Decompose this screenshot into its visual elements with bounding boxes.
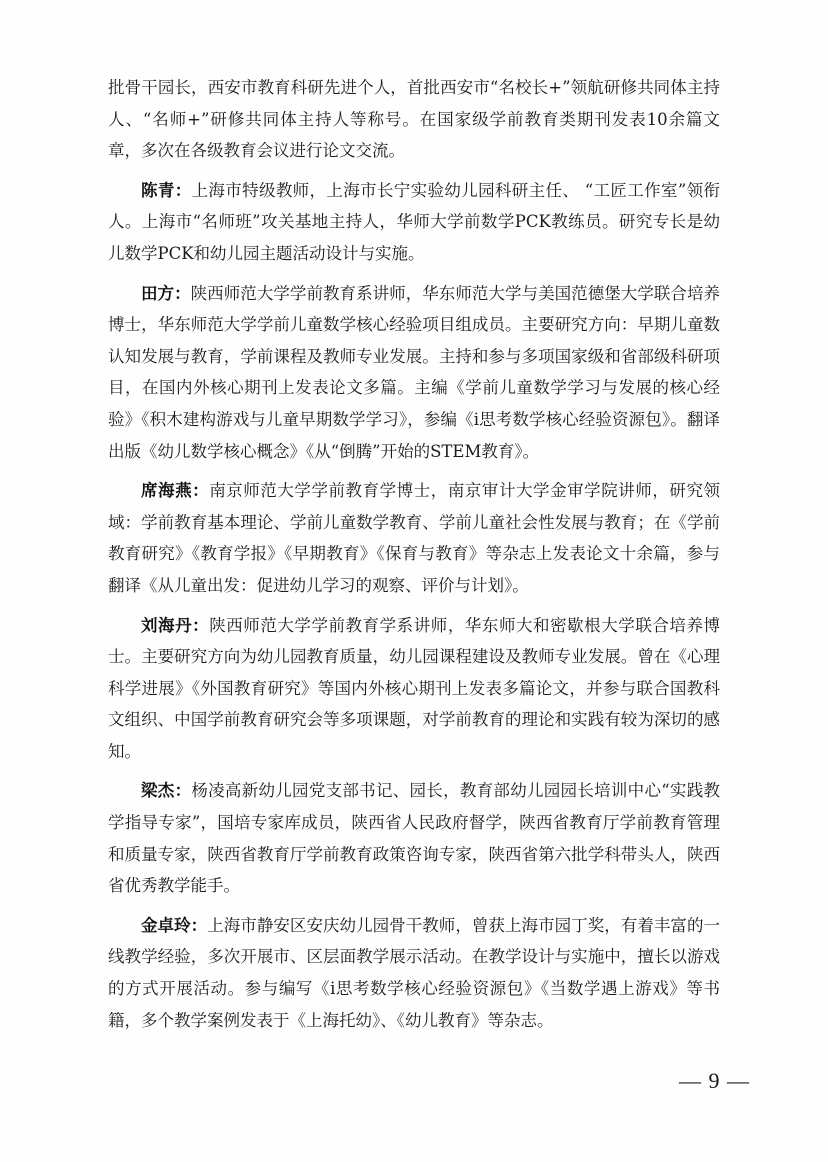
- person-name: 金卓玲：: [141, 915, 208, 935]
- bio-chen-qing: [108, 175, 720, 270]
- page-number: — 9 —: [679, 1068, 750, 1093]
- bio-liang-jie: [108, 775, 720, 901]
- bio-text: 杨凌高新幼儿园党支部书记、园长，教育部幼儿园园长培训中心“实践教学指导专家”，国培专家库成员，陕西省人民政府督学，陕西省教育厅学前教育管理和质量专家，陕西省教育厅学前教育政策咨询专家，陕西省第六批学科带头人，陕西省优秀教学能手。: [108, 781, 720, 896]
- bio-text: 上海市特级教师，上海市长宁实验幼儿园科研主任、 “工匠工作室”领衔人。上海市“名师班”攻关基地主持人，华师大学前数学PCK教练员。研究专长是幼儿数学PCK和幼儿园主题活动设计与实施。: [108, 180, 720, 263]
- person-name: 刘海丹：: [141, 615, 210, 635]
- bio-text: 上海市静安区安庆幼儿园骨干教师，曾获上海市园丁奖，有着丰富的一线教学经验，多次开展市、区层面教学展示活动。在教学设计与实施中，擅长以游戏的方式开展活动。参与编写《i思考数学核心经验资源包》《当数学遇上游戏》等书籍，多个教学案例发表于《上海托幼》、《幼儿教育》等杂志。: [108, 915, 721, 1030]
- bio-text: 陕西师范大学学前教育学系讲师，华东师大和密歇根大学联合培养博士。主要研究方向为幼儿园教育质量，幼儿园课程建设及教师专业发展。曾在《心理科学进展》《外国教育研究》等国内外核心期刊上发表多篇论文，并参与联合国教科文组织、中国学前教育研究会等多项课题，对学前教育的理论和实践有较为深切的感知。: [108, 615, 721, 761]
- person-name: 田方：: [141, 283, 191, 303]
- bio-tian-fang: [108, 278, 720, 468]
- body-text: [108, 72, 720, 1044]
- bio-liu-haidan: [108, 610, 720, 768]
- paragraph-text: 批骨干园长，西安市教育科研先进个人，首批西安市“名校长+”领航研修共同体主持人、“名师+”研修共同体主持人等称号。在国家级学前教育类期刊发表10余篇文章，多次在各级教育会议进行论文交流。: [108, 78, 720, 161]
- bio-text: 南京师范大学学前教育学博士，南京审计大学金审学院讲师，研究领域：学前教育基本理论、学前儿童数学教育、学前儿童社会性发展与教育；在《学前教育研究》《教育学报》《早期教育》《保育与教育》等杂志上发表论文十余篇，参与翻译《从儿童出发：促进幼儿学习的观察、评价与计划》。: [108, 481, 721, 595]
- bio-xi-haiyan: [108, 475, 720, 601]
- bio-jin-zhuoling: [108, 910, 720, 1036]
- bio-text: 陕西师范大学学前教育系讲师，华东师范大学与美国范德堡大学联合培养博士，华东师范大学学前儿童数学核心经验项目组成员。主要研究方向：早期儿童数认知发展与教育，学前课程及教师专业发展。主持和参与多项国家级和省部级科研项目，在国内外核心期刊上发表论文多篇。主编《学前儿童数学学习与发展的核心经验》《积木建构游戏与儿童早期数学学习》，参编《i思考数学核心经验资源包》。翻译出版《幼儿数学核心概念》《从“倒腾”开始的STEM教育》。: [108, 283, 721, 461]
- person-name: 陈青：: [141, 180, 192, 200]
- person-name: 梁杰：: [141, 781, 192, 801]
- paragraph-continuation: [108, 72, 720, 167]
- person-name: 席海燕：: [141, 481, 210, 501]
